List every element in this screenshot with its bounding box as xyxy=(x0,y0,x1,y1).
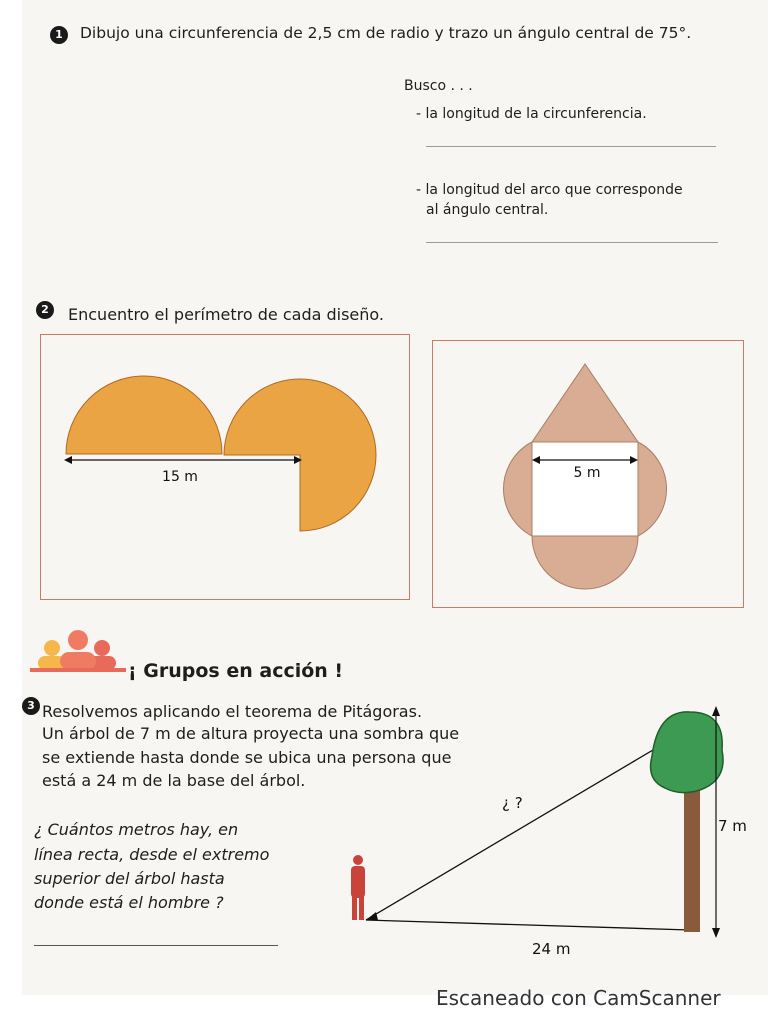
left-semicircle xyxy=(503,442,532,536)
tree-trunk xyxy=(684,772,700,932)
question-line-1: ¿ Cuántos metros hay, en xyxy=(34,820,239,839)
question-line-4: donde está el hombre ? xyxy=(34,893,224,912)
problem-2-statement: Encuentro el perímetro de cada diseño. xyxy=(68,305,384,324)
groups-heading: ¡ Grupos en acción ! xyxy=(128,660,344,682)
busco-label: Busco . . . xyxy=(404,78,473,94)
pythagoras-figure xyxy=(340,700,760,970)
group-people-icon xyxy=(30,626,126,672)
design-1-figure xyxy=(40,334,410,600)
busco-item-2-cont: al ángulo central. xyxy=(426,202,549,218)
question-line-2: línea recta, desde el extremo xyxy=(34,845,270,864)
question-line-3: superior del árbol hasta xyxy=(34,869,225,888)
problem-2-number: 2 xyxy=(36,301,54,319)
busco-item-1: - la longitud de la circunferencia. xyxy=(416,106,647,122)
top-triangle xyxy=(532,364,638,442)
tree-crown xyxy=(651,712,723,793)
bottom-semicircle xyxy=(532,536,638,589)
right-three-quarter-circle xyxy=(224,379,376,531)
problem-3-number: 3 xyxy=(22,697,40,715)
center-square xyxy=(532,442,638,536)
scanner-watermark: Escaneado con CamScanner xyxy=(436,986,721,1010)
problem-3-line-1: Resolvemos aplicando el teorema de Pitágoras. xyxy=(42,702,423,721)
design-2-figure xyxy=(432,340,744,608)
person-figure xyxy=(351,855,365,920)
design-2-side-label: 5 m xyxy=(573,465,601,481)
hypotenuse-label: ¿ ? xyxy=(502,794,523,812)
problem-1-number: 1 xyxy=(50,26,68,44)
right-semicircle xyxy=(638,442,667,536)
problem-3-line-3: se extiende hasta donde se ubica una persona que xyxy=(42,748,452,767)
tree-height-label: 7 m xyxy=(718,817,747,835)
base-distance-label: 24 m xyxy=(532,940,571,958)
answer-line-2[interactable] xyxy=(426,242,718,243)
left-semicircle xyxy=(66,376,222,454)
answer-line-3[interactable] xyxy=(34,945,278,946)
busco-item-2: - la longitud del arco que corresponde xyxy=(416,182,683,198)
problem-1-statement: Dibujo una circunferencia de 2,5 cm de radio y trazo un ángulo central de 75°. xyxy=(80,24,692,42)
problem-3-line-2: Un árbol de 7 m de altura proyecta una sombra que xyxy=(42,724,460,743)
design-1-length-label: 15 m xyxy=(162,469,198,485)
answer-line-1[interactable] xyxy=(426,146,716,147)
problem-3-line-4: está a 24 m de la base del árbol. xyxy=(42,771,306,790)
